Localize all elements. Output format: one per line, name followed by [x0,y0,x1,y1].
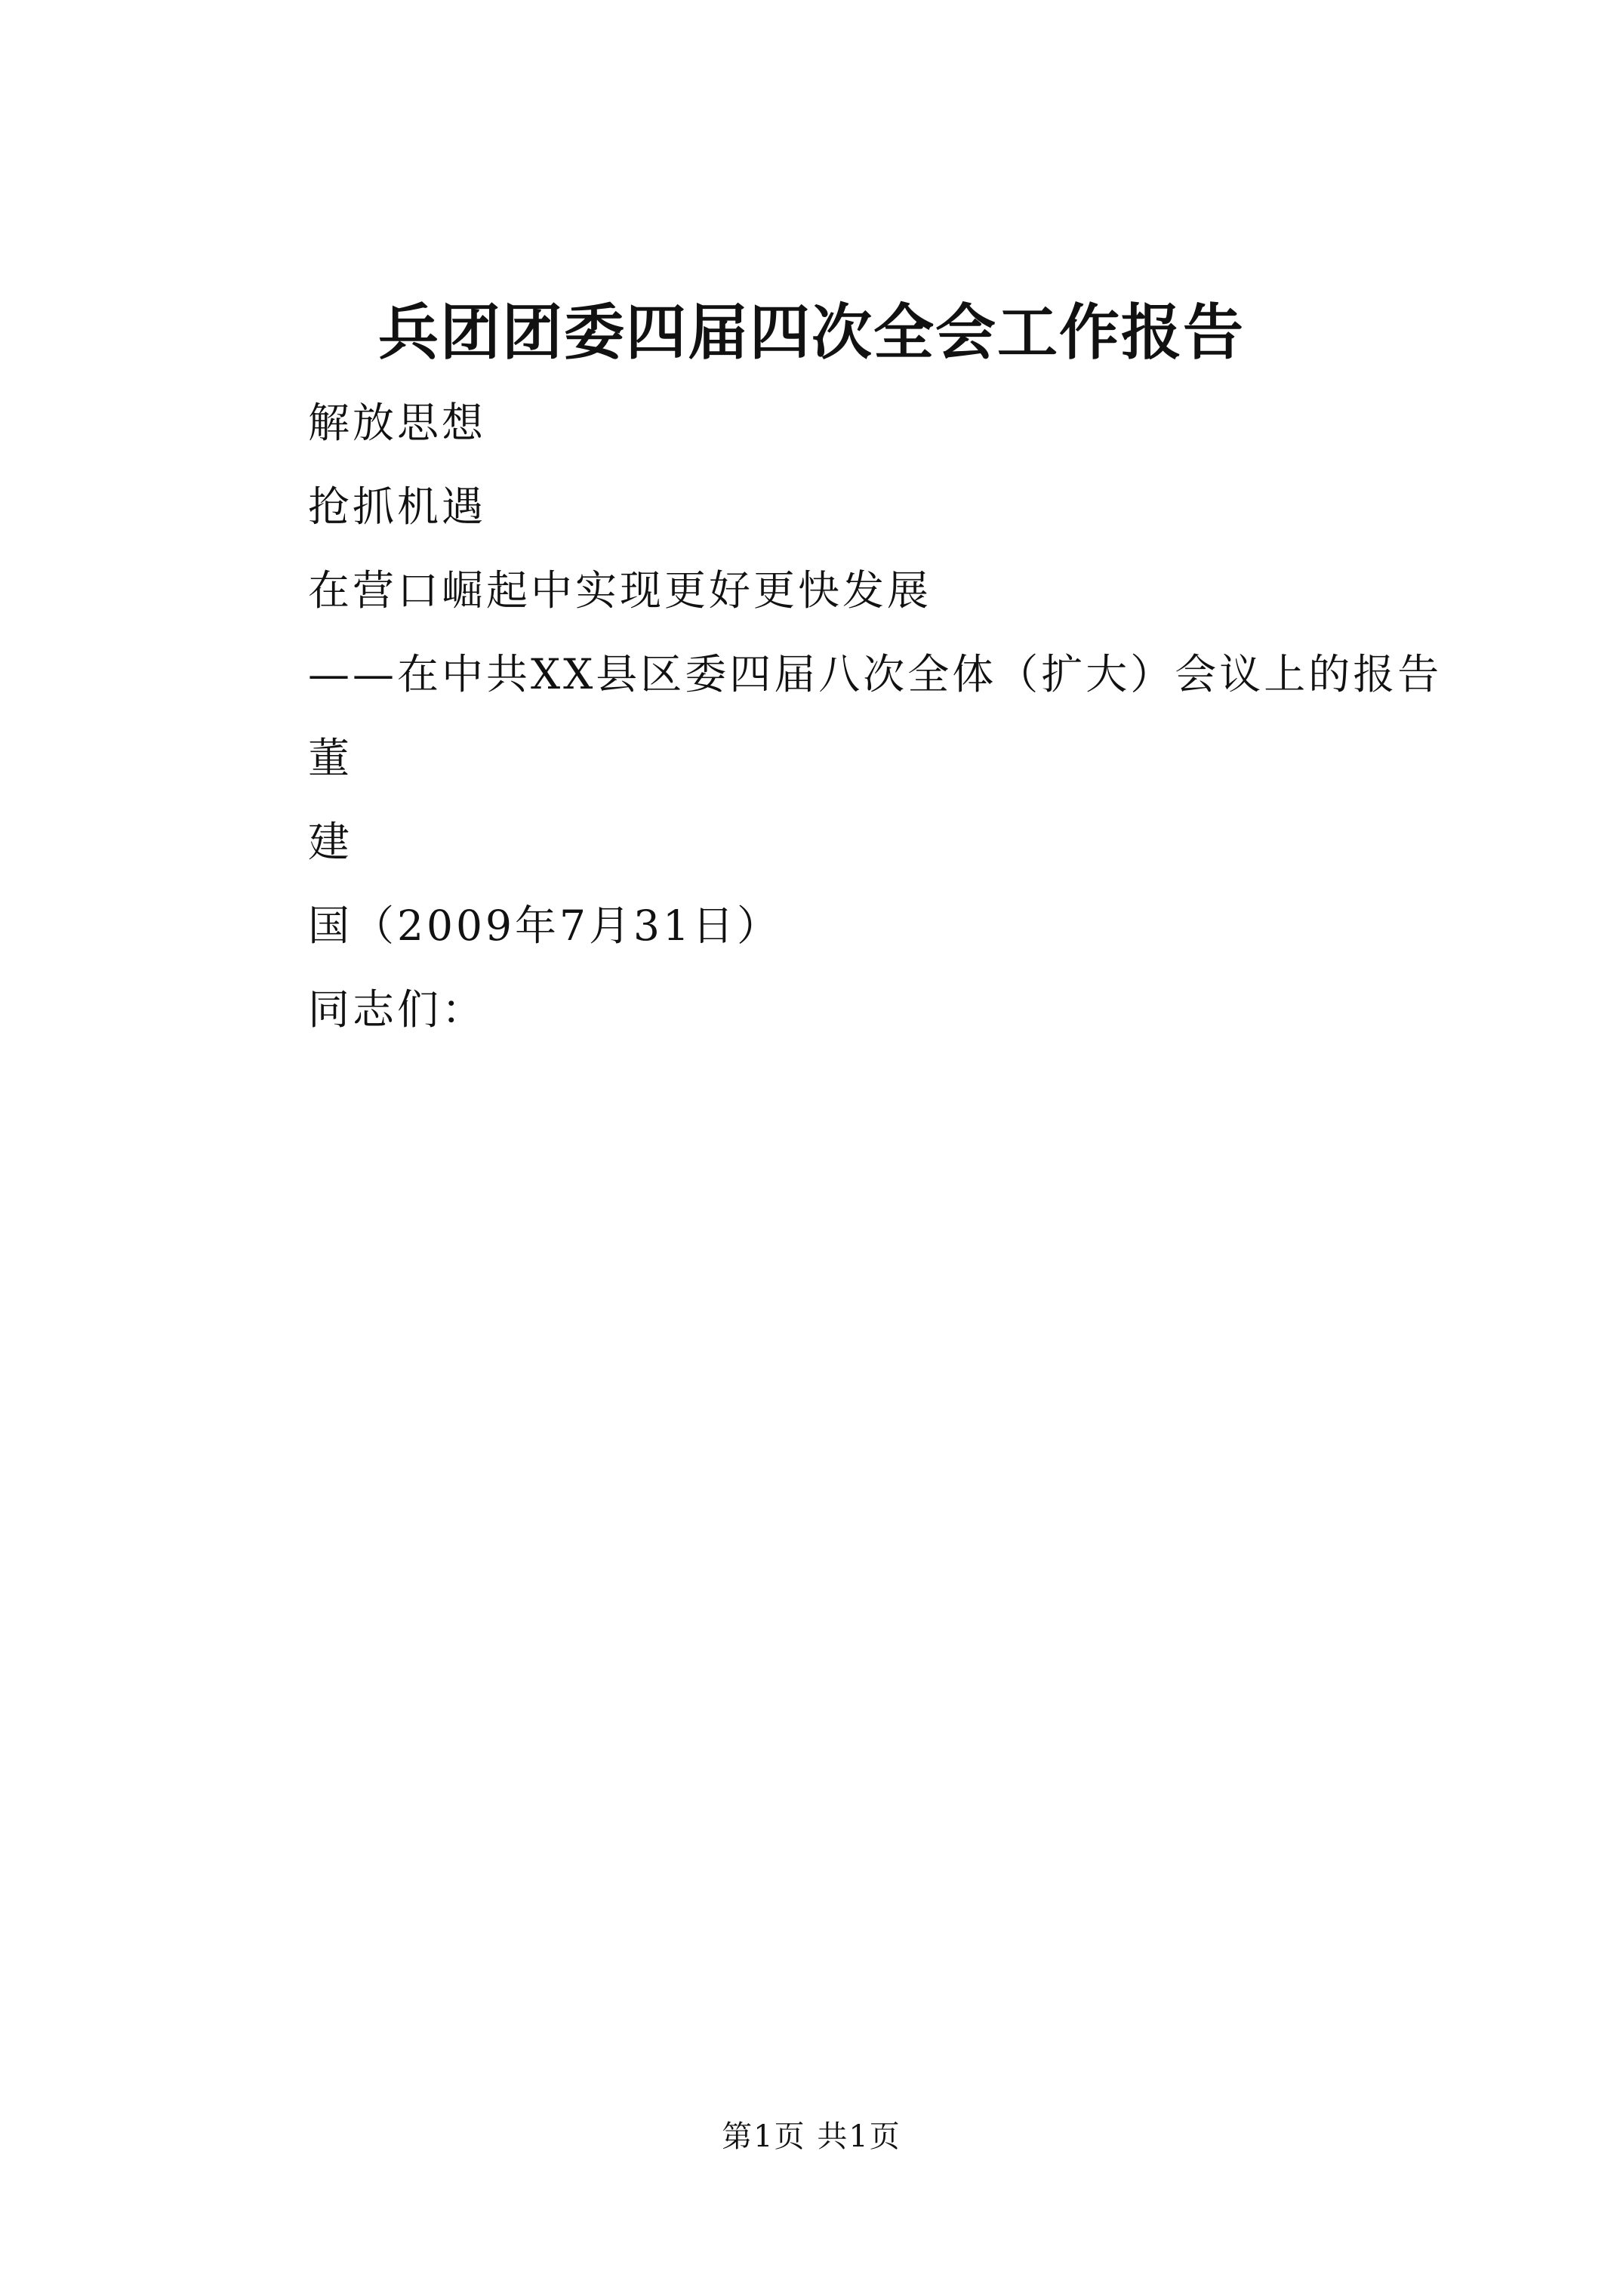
document-title: 兵团团委四届四次全会工作报告 [378,297,1245,368]
document-body [219,381,1443,1052]
header-line-1: 解放思想 [308,399,487,447]
header-line-6: 建 [308,818,353,866]
header-line-2: 抢抓机遇 [308,482,487,531]
salutation: 同志们： [308,985,487,1034]
header-line-5: 董 [308,734,353,782]
header-line-3: 在营口崛起中实现更好更快发展 [308,566,932,615]
page-footer: 第1页 共1页 [722,2119,901,2154]
header-line-4: ——在中共XX县区委四届八次全体（扩大）会议上的报告 [308,650,1443,698]
header-line-7: 国（2009年7月31日） [308,901,781,950]
